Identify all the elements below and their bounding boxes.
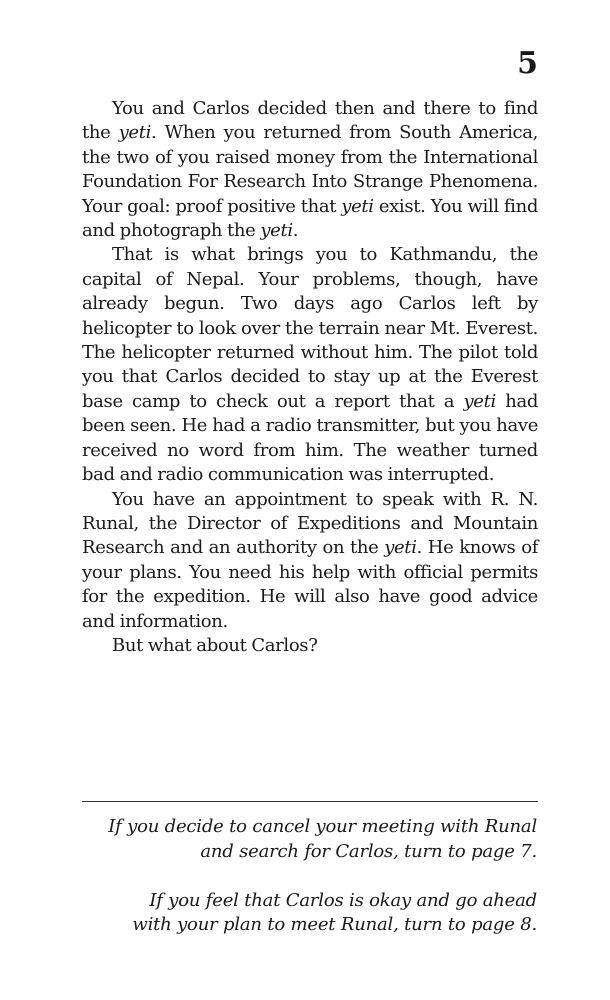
text-run: You have an appointment to speak with R. N. Runal, the Director of Expeditions and Mountain Research and an authority on the — [82, 488, 538, 559]
text-run: . — [292, 220, 299, 242]
page-number: 5 — [517, 46, 538, 81]
choice-option — [82, 815, 537, 864]
text-run: had been seen. He had a radio transmitter, but you have received no word from him. The weather turned bad and radio communication was interrupted. — [82, 390, 538, 486]
text-run: . He knows of your plans. You need his help with official permits for the expedition. He will also have good advice and information. — [82, 537, 539, 632]
italic-term: yeti — [341, 195, 374, 217]
paragraph — [82, 243, 538, 487]
text-run: You and Carlos decided then and there to find the — [82, 98, 538, 144]
paragraph — [82, 97, 538, 243]
text-run: exist. You will find and photograph the — [82, 195, 538, 242]
text-run: That is what brings you to Kathmandu, the capital of Nepal. Your problems, though, have already begun. Two days ago Carlos left by helicopter to look over the terrain near Mt. Everest. The helicopter returned without him. The pilot told you that Carlos decided to stay up at the Everest base camp to check out a report that a — [82, 244, 538, 412]
italic-term: yeti — [118, 122, 152, 144]
italic-term: yeti — [384, 537, 417, 559]
choice-text: If you feel that Carlos is okay and go ahead — [149, 889, 537, 911]
italic-term: yeti — [260, 220, 293, 242]
paragraph — [82, 488, 538, 634]
paragraph — [82, 634, 538, 658]
choice-text: with your plan to meet Runal, turn to page 8. — [132, 914, 537, 935]
story-text — [82, 97, 538, 658]
choice-text: and search for Carlos, turn to page 7. — [200, 840, 537, 862]
italic-term: yeti — [463, 390, 496, 412]
choices-section — [82, 815, 537, 962]
choice-text: If you decide to cancel your meeting with Runal — [108, 816, 537, 837]
choice-option — [82, 889, 537, 938]
text-run: . When you returned from South America, the two of you raised money from the International Foundation For Research Into Strange Phenomena. Your goal: proof positive that — [82, 122, 538, 217]
text-run: But what about Carlos? — [112, 634, 318, 656]
choice-divider — [82, 801, 538, 802]
